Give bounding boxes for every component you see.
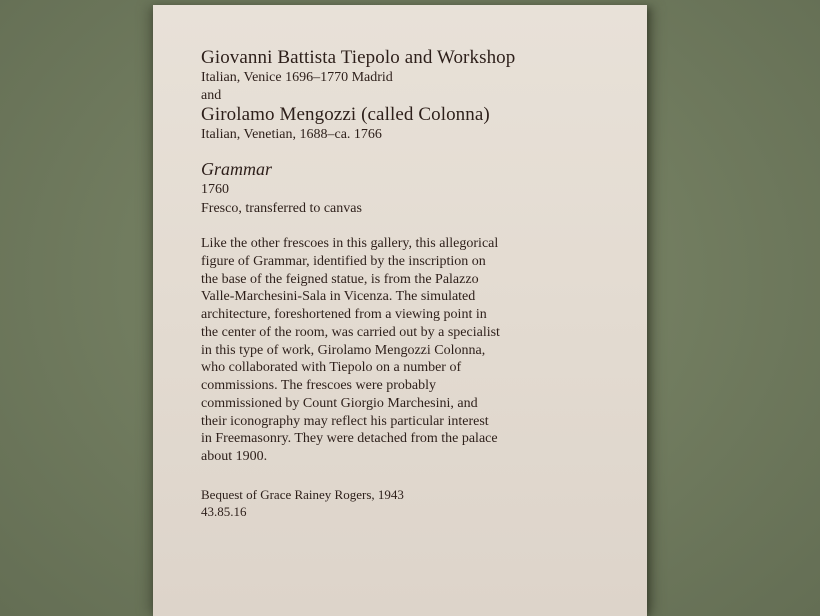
- artwork-description: [201, 235, 621, 466]
- artist-2-name: Girolamo Mengozzi (called Colonna): [201, 104, 490, 125]
- artwork-title: Grammar: [201, 159, 273, 179]
- description-line: their iconography may reflect his particular interest: [201, 413, 489, 429]
- description-line: architecture, foreshortened from a viewing point in: [201, 307, 487, 322]
- artwork-date: 1760: [201, 182, 229, 197]
- description-line: figure of Grammar, identified by the inscription on: [201, 253, 486, 269]
- description-line: the center of the room, was carried out by a specialist: [201, 324, 500, 340]
- description-line: in this type of work, Girolamo Mengozzi Colonna,: [201, 342, 486, 358]
- description-line: about 1900.: [201, 449, 268, 464]
- credit-line: [201, 486, 621, 520]
- artist-1-nationality: Italian, Venice 1696–1770 Madrid: [201, 70, 393, 85]
- description-line: the base of the feigned statue, is from the Palazzo: [201, 271, 479, 287]
- artist-1-name: Giovanni Battista Tiepolo and Workshop: [201, 47, 516, 68]
- description-line: who collaborated with Tiepolo on a number of: [201, 360, 462, 376]
- description-line: commissioned by Count Giorgio Marchesini, and: [201, 395, 478, 411]
- credit-text: Bequest of Grace Rainey Rogers, 1943: [201, 486, 404, 502]
- museum-wall-label: [153, 5, 647, 616]
- label-content: [201, 47, 621, 520]
- artist-connector: and: [201, 88, 222, 103]
- artwork-medium: Fresco, transferred to canvas: [201, 201, 362, 216]
- description-line: commissions. The frescoes were probably: [201, 378, 436, 393]
- accession-number: 43.85.16: [201, 503, 247, 519]
- description-line: Valle-Marchesini-Sala in Vicenza. The simulated: [201, 289, 476, 305]
- artist-2-nationality: Italian, Venetian, 1688–ca. 1766: [201, 127, 382, 142]
- description-line: in Freemasonry. They were detached from the palace: [201, 431, 498, 447]
- description-line: Like the other frescoes in this gallery, this allegorical: [201, 236, 499, 251]
